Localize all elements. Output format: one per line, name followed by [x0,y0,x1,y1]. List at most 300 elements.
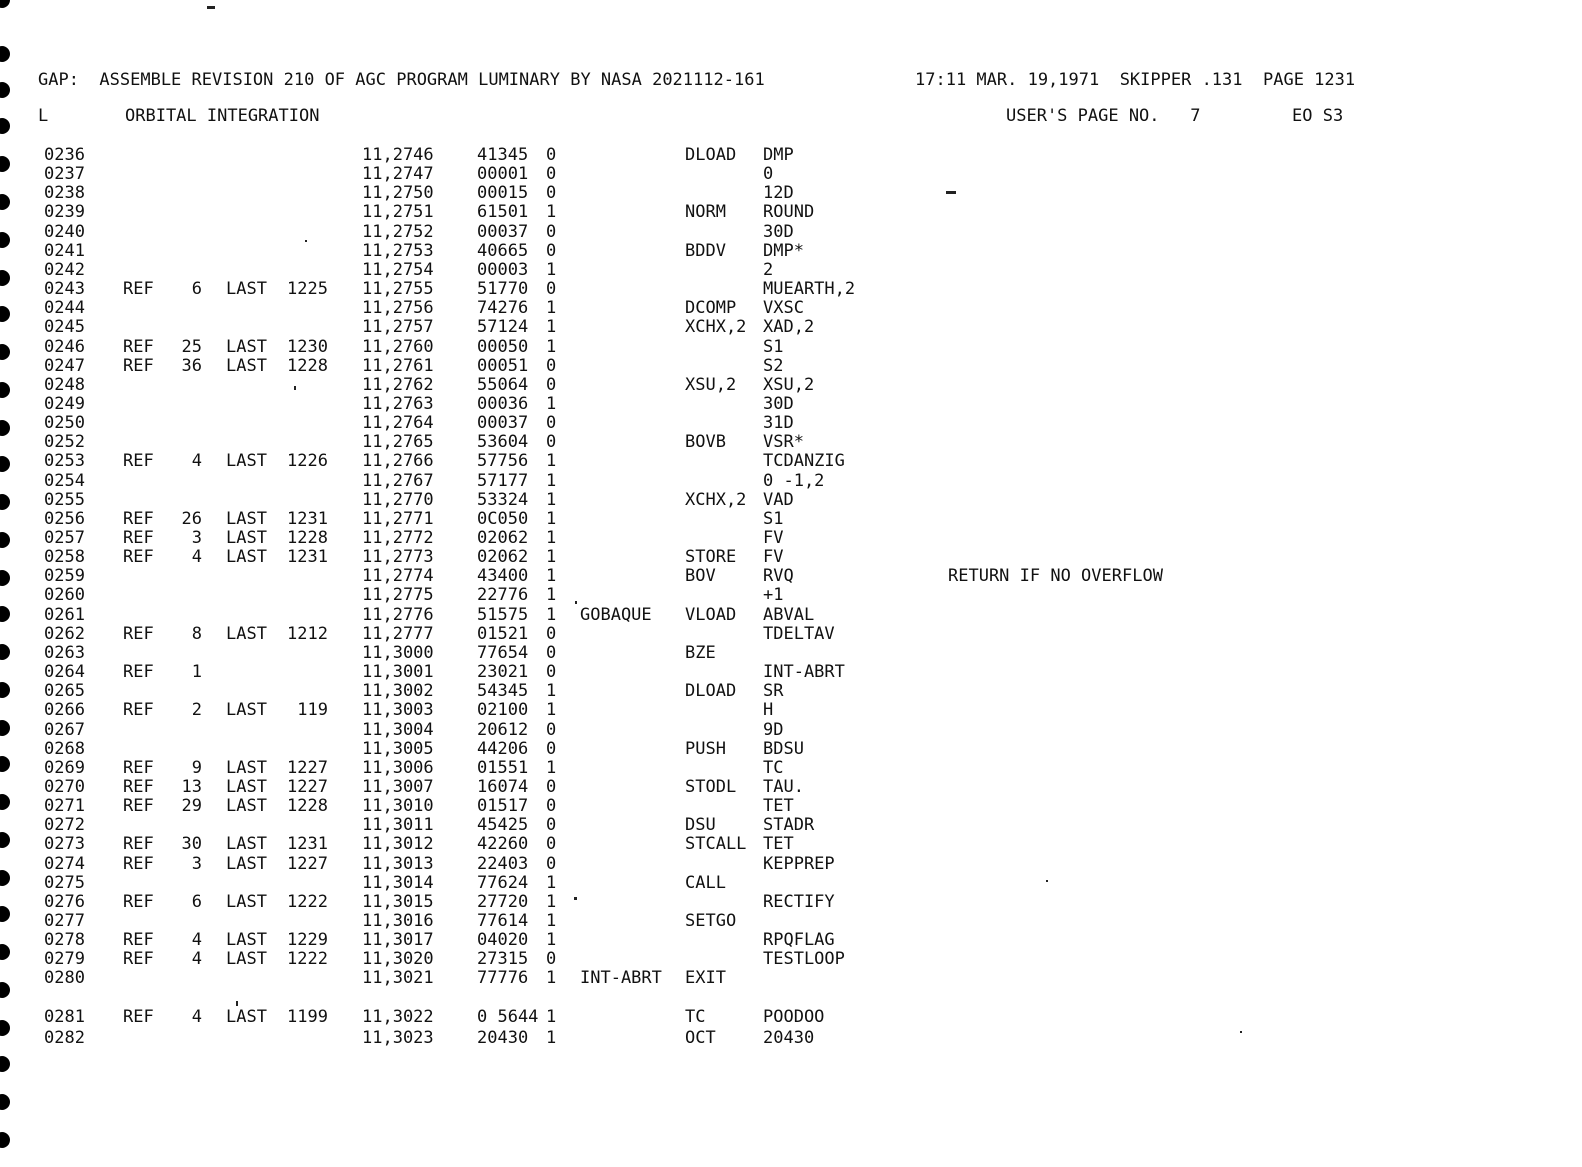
line-number: 0239 [44,202,85,223]
ink-speck [946,191,956,194]
listing-row [0,146,1582,165]
operand: STADR [763,815,815,836]
octal-word: 77776 [477,968,529,989]
octal-word: 01551 [477,757,529,778]
line-number: 0267 [44,719,85,740]
line-number: 0278 [44,930,85,951]
octal-word: 04020 [477,930,529,951]
memory-address: 11,3011 [362,815,434,836]
octal-word: 00036 [477,393,529,414]
octal-word: 0 5644 [477,1006,539,1027]
ref-keyword: REF [123,508,154,529]
ref-count: 4 [191,1006,202,1027]
opcode: TC [685,1006,706,1027]
operand: TCDANZIG [763,451,845,472]
memory-address: 11,2766 [362,451,434,472]
memory-address: 11,2772 [362,528,434,548]
line-number: 0273 [44,834,85,855]
parity-bit: 1 [546,298,557,319]
operand: 2 [763,259,774,280]
parity-bit: 0 [546,413,557,434]
operand: +1 [763,585,784,606]
parity-bit: 0 [546,279,557,300]
octal-word: 53324 [477,489,529,510]
last-keyword: LAST [226,796,267,817]
operand: 0 [763,164,774,185]
operand: RVQ [763,566,794,587]
listing-row [0,816,1582,835]
octal-word: 55064 [477,374,529,395]
octal-word: 51770 [477,279,529,300]
octal-word: 20612 [477,719,529,740]
parity-bit: 1 [546,566,557,587]
operand: RECTIFY [763,891,835,912]
parity-bit: 0 [546,221,557,242]
operand: 0 -1,2 [763,470,825,491]
line-number: 0270 [44,776,85,797]
parity-bit: 1 [546,393,557,414]
ink-speck [236,1001,238,1006]
listing-row [0,912,1582,931]
feed-hole [0,46,10,62]
octal-word: 00003 [477,259,529,280]
last-keyword: LAST [226,776,267,797]
parity-bit: 0 [546,949,557,970]
line-number: 0281 [44,1006,85,1027]
parity-bit: 0 [546,623,557,644]
parity-bit: 0 [546,642,557,663]
listing-row [0,1008,1582,1027]
parity-bit: 1 [546,547,557,568]
opcode: NORM [685,202,726,223]
parity-bit: 0 [546,355,557,376]
ref-count: 3 [191,853,202,874]
memory-address: 11,3010 [362,796,434,817]
line-number: 0266 [44,700,85,721]
opcode: PUSH [685,738,726,759]
memory-address: 11,2764 [362,413,434,434]
octal-word: 77624 [477,872,529,893]
ink-speck [1240,1031,1242,1033]
listing-row [0,529,1582,548]
last-page: 1226 [287,451,328,472]
section-code: EO S3 [1292,106,1344,126]
parity-bit: 1 [546,911,557,931]
memory-address: 11,3014 [362,872,434,893]
memory-address: 11,3023 [362,1027,434,1048]
line-number: 0279 [44,949,85,970]
octal-word: 0C050 [477,508,529,529]
listing-row [0,376,1582,395]
opcode: STODL [685,776,737,797]
parity-bit: 1 [546,757,557,778]
octal-word: 00037 [477,221,529,242]
listing-row [0,759,1582,778]
octal-word: 02100 [477,700,529,721]
last-page: 1228 [287,528,328,548]
memory-address: 11,2776 [362,604,434,625]
octal-word: 61501 [477,202,529,223]
parity-bit: 0 [546,432,557,453]
line-number: 0264 [44,662,85,683]
listing-row [0,663,1582,682]
opcode: EXIT [685,968,726,989]
ref-keyword: REF [123,834,154,855]
ref-count: 4 [191,949,202,970]
octal-word: 00015 [477,183,529,204]
users-page-number: USER'S PAGE NO. 7 [1006,106,1201,126]
memory-address: 11,2746 [362,145,434,165]
line-number: 0258 [44,547,85,568]
parity-bit: 1 [546,891,557,912]
listing-row [0,491,1582,510]
line-number: 0252 [44,432,85,453]
ref-count: 2 [191,700,202,721]
parity-bit: 1 [546,528,557,548]
octal-word: 01521 [477,623,529,644]
octal-word: 00037 [477,413,529,434]
operand: S2 [763,355,784,376]
parity-bit: 0 [546,183,557,204]
comment: RETURN IF NO OVERFLOW [948,566,1163,587]
parity-bit: 0 [546,853,557,874]
parity-bit: 1 [546,470,557,491]
last-keyword: LAST [226,757,267,778]
line-number: 0263 [44,642,85,663]
octal-word: 77614 [477,911,529,931]
operand: XAD,2 [763,317,815,338]
octal-word: 01517 [477,796,529,817]
listing-row [0,242,1582,261]
line-number: 0277 [44,911,85,931]
octal-word: 02062 [477,528,529,548]
parity-bit: 1 [546,508,557,529]
memory-address: 11,3016 [362,911,434,931]
octal-word: 22776 [477,585,529,606]
parity-bit: 1 [546,681,557,702]
parity-bit: 0 [546,164,557,185]
listing-row [0,874,1582,893]
listing-row [0,472,1582,491]
operand: SR [763,681,784,702]
memory-address: 11,3021 [362,968,434,989]
listing-row [0,548,1582,567]
line-number: 0241 [44,240,85,261]
memory-address: 11,3015 [362,891,434,912]
line-number: 0240 [44,221,85,242]
ref-keyword: REF [123,451,154,472]
memory-address: 11,2767 [362,470,434,491]
parity-bit: 0 [546,815,557,836]
operand: TET [763,834,794,855]
last-page: 1222 [287,891,328,912]
ink-speck [575,601,577,604]
ref-count: 13 [181,776,202,797]
listing-row [0,855,1582,874]
operand: INT-ABRT [763,662,845,683]
line-number: 0274 [44,853,85,874]
octal-word: 51575 [477,604,529,625]
ref-keyword: REF [123,336,154,357]
ref-keyword: REF [123,528,154,548]
last-keyword: LAST [226,336,267,357]
opcode: CALL [685,872,726,893]
last-keyword: LAST [226,508,267,529]
memory-address: 11,3007 [362,776,434,797]
feed-hole [0,0,10,8]
ref-count: 36 [181,355,202,376]
operand: ABVAL [763,604,815,625]
ref-count: 6 [191,279,202,300]
octal-word: 57756 [477,451,529,472]
operand: TC [763,757,784,778]
octal-word: 44206 [477,738,529,759]
header-date-page: 17:11 MAR. 19,1971 SKIPPER .131 PAGE 1231 [915,70,1356,90]
parity-bit: 0 [546,719,557,740]
line-number: 0245 [44,317,85,338]
ref-count: 6 [191,891,202,912]
parity-bit: 1 [546,930,557,951]
last-keyword: LAST [226,623,267,644]
line-number: 0243 [44,279,85,300]
feed-hole [0,82,10,98]
operand: TESTLOOP [763,949,845,970]
parity-bit: 1 [546,202,557,223]
ink-speck [294,386,296,390]
listing-row [0,203,1582,222]
parity-bit: 0 [546,796,557,817]
line-number: 0237 [44,164,85,185]
last-page: 1231 [287,547,328,568]
octal-word: 57177 [477,470,529,491]
memory-address: 11,2756 [362,298,434,319]
operand: XSU,2 [763,374,815,395]
opcode: STORE [685,547,737,568]
last-page: 1227 [287,853,328,874]
operand: TAU. [763,776,804,797]
memory-address: 11,2770 [362,489,434,510]
last-page: 1227 [287,776,328,797]
listing-row [0,452,1582,471]
last-keyword: LAST [226,930,267,951]
line-number: 0249 [44,393,85,414]
octal-word: 16074 [477,776,529,797]
listing-row [0,433,1582,452]
ref-count: 1 [191,662,202,683]
parity-bit: 0 [546,834,557,855]
opcode: DLOAD [685,145,737,165]
operand: VSR* [763,432,804,453]
parity-bit: 1 [546,700,557,721]
opcode: VLOAD [685,604,737,625]
opcode: BOVB [685,432,726,453]
last-page: 1199 [287,1006,328,1027]
operand: 30D [763,221,794,242]
parity-bit: 1 [546,604,557,625]
last-keyword: LAST [226,949,267,970]
header-assembly-info: GAP: ASSEMBLE REVISION 210 OF AGC PROGRAM LUMINARY BY NASA 2021112-161 [38,70,765,90]
ink-speck [305,240,307,242]
line-number: 0253 [44,451,85,472]
listing-row [0,414,1582,433]
memory-address: 11,2763 [362,393,434,414]
last-page: 1222 [287,949,328,970]
octal-word: 54345 [477,681,529,702]
parity-bit: 0 [546,738,557,759]
listing-row [0,797,1582,816]
opcode: XSU,2 [685,374,737,395]
line-number: 0260 [44,585,85,606]
listing-row [0,165,1582,184]
memory-address: 11,3001 [362,662,434,683]
listing-row [0,778,1582,797]
operand: 30D [763,393,794,414]
operand: FV [763,528,784,548]
ref-keyword: REF [123,949,154,970]
parity-bit: 1 [546,1006,557,1027]
line-number: 0254 [44,470,85,491]
last-page: 1229 [287,930,328,951]
parity-bit: 1 [546,872,557,893]
memory-address: 11,2773 [362,547,434,568]
feed-hole [0,1056,10,1072]
octal-word: 77654 [477,642,529,663]
memory-address: 11,2753 [362,240,434,261]
last-keyword: LAST [226,1006,267,1027]
last-keyword: LAST [226,834,267,855]
memory-address: 11,2762 [362,374,434,395]
listing-row [0,1029,1582,1048]
parity-bit: 1 [546,451,557,472]
last-keyword: LAST [226,853,267,874]
line-number: 0268 [44,738,85,759]
opcode: STCALL [685,834,747,855]
operand: MUEARTH,2 [763,279,856,300]
ref-keyword: REF [123,757,154,778]
line-number: 0276 [44,891,85,912]
ref-count: 4 [191,547,202,568]
line-number: 0280 [44,968,85,989]
ref-count: 26 [181,508,202,529]
memory-address: 11,2774 [362,566,434,587]
memory-address: 11,2750 [362,183,434,204]
opcode: BZE [685,642,716,663]
parity-bit: 0 [546,662,557,683]
operand: ROUND [763,202,815,223]
feed-hole [0,1094,10,1110]
listing-row [0,893,1582,912]
memory-address: 11,2751 [362,202,434,223]
operand: DMP* [763,240,804,261]
operand: POODOO [763,1006,825,1027]
memory-address: 11,2755 [362,279,434,300]
last-keyword: LAST [226,355,267,376]
operand: 31D [763,413,794,434]
opcode: BDDV [685,240,726,261]
section-title: ORBITAL INTEGRATION [125,106,320,126]
line-number: 0269 [44,757,85,778]
ref-count: 25 [181,336,202,357]
opcode: OCT [685,1027,716,1048]
memory-address: 11,2752 [362,221,434,242]
listing-row [0,586,1582,605]
octal-word: 23021 [477,662,529,683]
octal-word: 57124 [477,317,529,338]
feed-hole [0,118,10,134]
parity-bit: 0 [546,374,557,395]
line-number: 0248 [44,374,85,395]
operand: S1 [763,336,784,357]
memory-address: 11,3004 [362,719,434,740]
listing-row [0,184,1582,203]
ref-keyword: REF [123,623,154,644]
feed-hole [0,1132,10,1148]
ref-keyword: REF [123,279,154,300]
line-number: 0250 [44,413,85,434]
octal-word: 41345 [477,145,529,165]
octal-word: 27315 [477,949,529,970]
memory-address: 11,3000 [362,642,434,663]
opcode: DCOMP [685,298,737,319]
octal-word: 74276 [477,298,529,319]
parity-bit: 0 [546,145,557,165]
ref-keyword: REF [123,776,154,797]
listing-row [0,395,1582,414]
memory-address: 11,3003 [362,700,434,721]
ref-keyword: REF [123,1006,154,1027]
listing-row [0,721,1582,740]
listing-row [0,625,1582,644]
line-number: 0246 [44,336,85,357]
listing-row [0,969,1582,988]
last-page: 1212 [287,623,328,644]
line-number: 0247 [44,355,85,376]
listing-row [0,606,1582,625]
ref-count: 29 [181,796,202,817]
operand: KEPPREP [763,853,835,874]
line-number: 0262 [44,623,85,644]
ref-keyword: REF [123,547,154,568]
listing-row [0,682,1582,701]
last-page: 1231 [287,834,328,855]
listing-row [0,931,1582,950]
listing-row [0,740,1582,759]
opcode: BOV [685,566,716,587]
memory-address: 11,3002 [362,681,434,702]
octal-word: 00051 [477,355,529,376]
parity-bit: 0 [546,240,557,261]
operand: TET [763,796,794,817]
memory-address: 11,3020 [362,949,434,970]
line-number: 0255 [44,489,85,510]
ref-keyword: REF [123,355,154,376]
parity-bit: 0 [546,776,557,797]
line-number: 0271 [44,796,85,817]
opcode: DSU [685,815,716,836]
ink-speck [574,897,577,900]
last-keyword: LAST [226,891,267,912]
parity-bit: 1 [546,336,557,357]
line-number: 0242 [44,259,85,280]
listing-row [0,280,1582,299]
operand: VAD [763,489,794,510]
ref-count: 9 [191,757,202,778]
octal-word: 53604 [477,432,529,453]
memory-address: 11,3013 [362,853,434,874]
last-keyword: LAST [226,279,267,300]
listing-row [0,261,1582,280]
operand: DMP [763,145,794,165]
